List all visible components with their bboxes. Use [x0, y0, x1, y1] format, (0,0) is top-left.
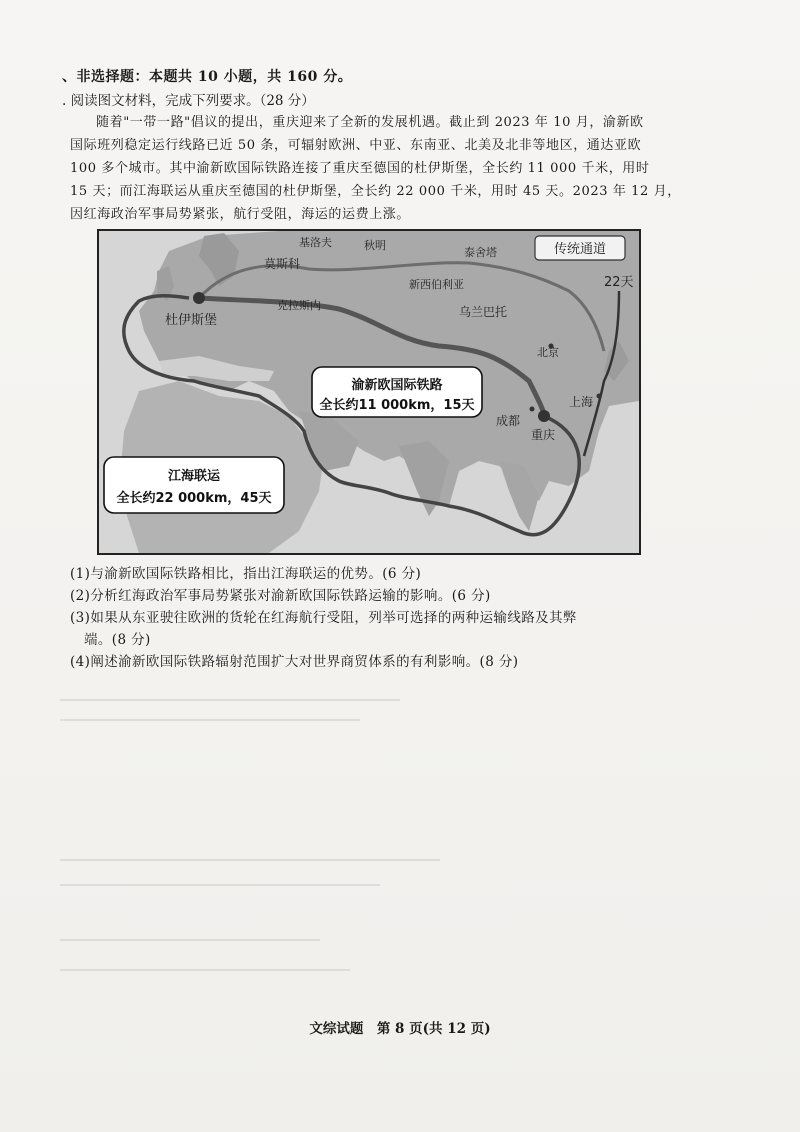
route-map [97, 229, 641, 555]
chengdu-marker [530, 407, 535, 412]
passage-line: 随着"一带一路"倡议的提出，重庆迎来了全新的发展机遇。截止到 2023 年 10 月，渝新欧 [96, 115, 644, 130]
passage-line: 15 天；而江海联运从重庆至德国的杜伊斯堡，全长约 22 000 千米，用时 45 天。2023 年 12 月， [70, 184, 681, 199]
sea-callout-detail: 全长约22 000km，45天 [116, 491, 272, 506]
legend-days-label: 22天 [604, 275, 634, 290]
city-label-ulaanbaatar: 乌兰巴托 [459, 305, 508, 319]
section-heading: 、非选择题：本题共 10 小题，共 160 分。 [62, 69, 353, 85]
legend-box-label: 传统通道 [553, 242, 607, 257]
passage-line: 因红海政治军事局势紧张，航行受阻，海运的运费上涨。 [70, 207, 411, 222]
city-label-taishet: 泰舍塔 [464, 246, 497, 259]
rail-callout-title: 渝新欧国际铁路 [351, 378, 443, 393]
sub-questions [70, 563, 750, 673]
passage-line: 国际班列稳定运行线路已近 50 条，可辐射欧洲、中亚、东南亚、北美及北非等地区，通达亚欧 [70, 138, 642, 153]
chongqing-marker [538, 410, 550, 422]
question-intro: . 阅读图文材料，完成下列要求。（28 分） [62, 93, 315, 109]
city-label-kirov: 基洛夫 [299, 236, 332, 249]
city-label-beijing: 北京 [537, 346, 559, 359]
city-label-shanghai: 上海 [569, 395, 594, 409]
city-label-chongqing: 重庆 [531, 428, 556, 442]
question-item: (4)阐述渝新欧国际铁路辐射范围扩大对世界商贸体系的有利影响。(8 分) [70, 654, 519, 670]
page-footer: 文综试题 第 8 页(共 12 页) [309, 1021, 491, 1037]
city-label-novosibirsk: 新西伯利亚 [409, 278, 464, 291]
sea-callout-title: 江海联运 [167, 469, 221, 484]
route-map-svg [99, 231, 639, 553]
city-label-moscow: 莫斯科 [264, 257, 301, 271]
bleed-through-lines [60, 690, 760, 1010]
city-label-chengdu: 成都 [496, 414, 521, 428]
city-label-duisburg: 杜伊斯堡 [165, 313, 218, 328]
passage-line: 100 多个城市。其中渝新欧国际铁路连接了重庆至德国的杜伊斯堡，全长约 11 000 千米，用时 [70, 161, 650, 176]
shanghai-marker [597, 394, 602, 399]
question-item-continued: 端。(8 分) [84, 632, 151, 648]
city-label-krasnoe: 克拉斯内 [277, 299, 321, 312]
question-item: (1)与渝新欧国际铁路相比，指出江海联运的优势。(6 分) [70, 566, 422, 582]
question-item: (3)如果从东亚驶往欧洲的货轮在红海航行受阻，列举可选择的两种运输线路及其弊 [70, 610, 577, 626]
city-label-tyumen: 秋明 [364, 239, 386, 252]
rail-callout-detail: 全长约11 000km，15天 [319, 398, 475, 413]
reading-passage [70, 111, 710, 226]
duisburg-marker [193, 292, 205, 304]
question-item: (2)分析红海政治军事局势紧张对渝新欧国际铁路运输的影响。(6 分) [70, 588, 491, 604]
